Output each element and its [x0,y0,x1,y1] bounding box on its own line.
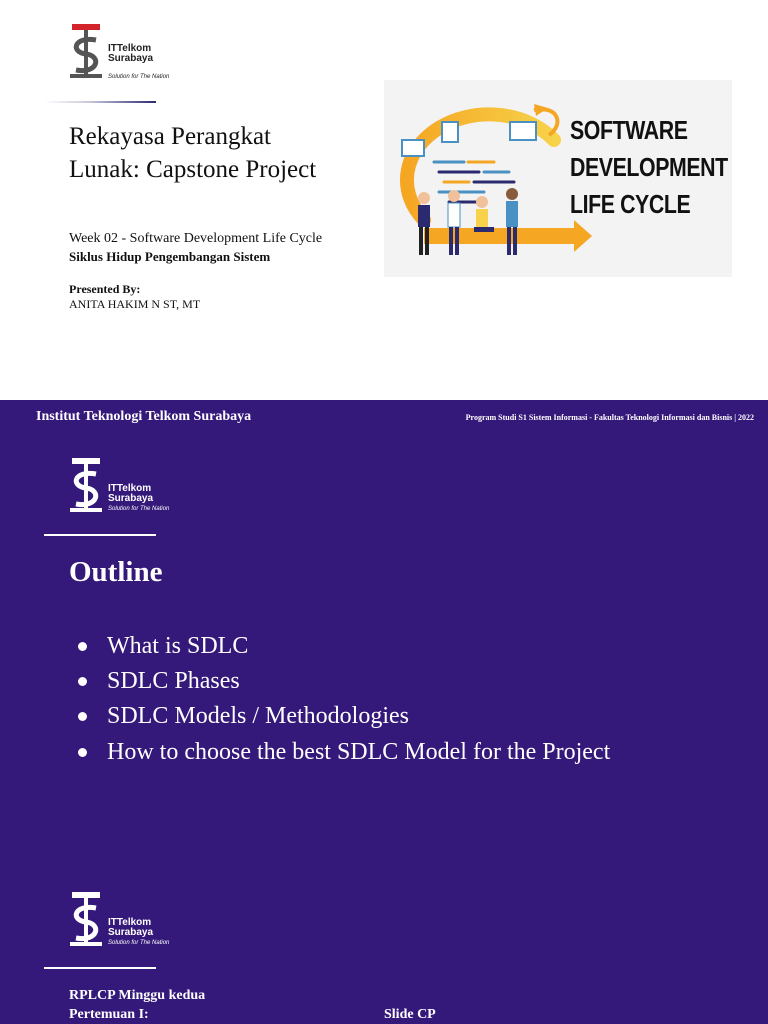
logo-tagline: Solution for The Nation [108,74,170,80]
hero-text-3: LIFE CYCLE [570,189,691,219]
logo-name: ITTelkom [108,917,152,928]
bullet-text: SDLC Phases [107,668,240,694]
list-item [78,703,409,730]
divider [44,534,156,536]
logo-sub: Surabaya [108,53,154,64]
ittelkom-emblem-icon [66,22,106,82]
logo-sub: Surabaya [108,493,154,504]
title-slide [0,0,768,400]
ittelkom-emblem-icon [66,456,106,516]
list-item [78,633,248,660]
ittelkom-logo-white [66,890,186,960]
ittelkom-logo [66,22,186,92]
logo-tagline: Solution for The Nation [108,940,170,946]
bullet-text: SDLC Models / Methodologies [107,703,410,729]
bullet-text: What is SDLC [107,633,249,659]
logo-tagline: Solution for The Nation [108,506,170,512]
week-label: Week 02 - Software Development Life Cycle [69,231,323,246]
divider [44,101,156,103]
hero-text-1: SOFTWARE [570,115,688,145]
outline-slide [0,400,768,1024]
divider [44,967,156,969]
bullet-icon [78,748,87,757]
footer-institution: Institut Teknologi Telkom Surabaya [36,409,252,424]
title-line-2: Lunak: Capstone Project [69,156,317,183]
list-item [78,668,240,695]
title-line-1: Rekayasa Perangkat [69,123,272,150]
list-item [78,739,610,766]
slide3-line-1: RPLCP Minggu kedua [69,988,206,1003]
sdlc-hero-image [384,80,732,277]
ittelkom-logo-white [66,456,186,526]
bullet-icon [78,677,87,686]
logo-name: ITTelkom [108,483,152,494]
hero-text-2: DEVELOPMENT [570,152,728,182]
logo-sub: Surabaya [108,927,154,938]
slide3-line-2: Pertemuan I: [69,1007,149,1022]
footer-program: Program Studi S1 Sistem Informasi - Fakultas Teknologi Informasi dan Bisnis | 2022 [465,413,754,422]
slide3-right: Slide CP [384,1007,436,1022]
presenter-name: ANITA HAKIM N ST, MT [69,297,201,311]
bullet-icon [78,712,87,721]
bullet-text: How to choose the best SDLC Model for the Project [107,739,611,765]
outline-title: Outline [69,556,163,588]
bullet-icon [78,642,87,651]
ittelkom-emblem-icon [66,890,106,950]
presented-by-label: Presented By: [69,282,141,296]
subtitle: Siklus Hidup Pengembangan Sistem [69,249,271,264]
logo-name: ITTelkom [108,43,152,54]
